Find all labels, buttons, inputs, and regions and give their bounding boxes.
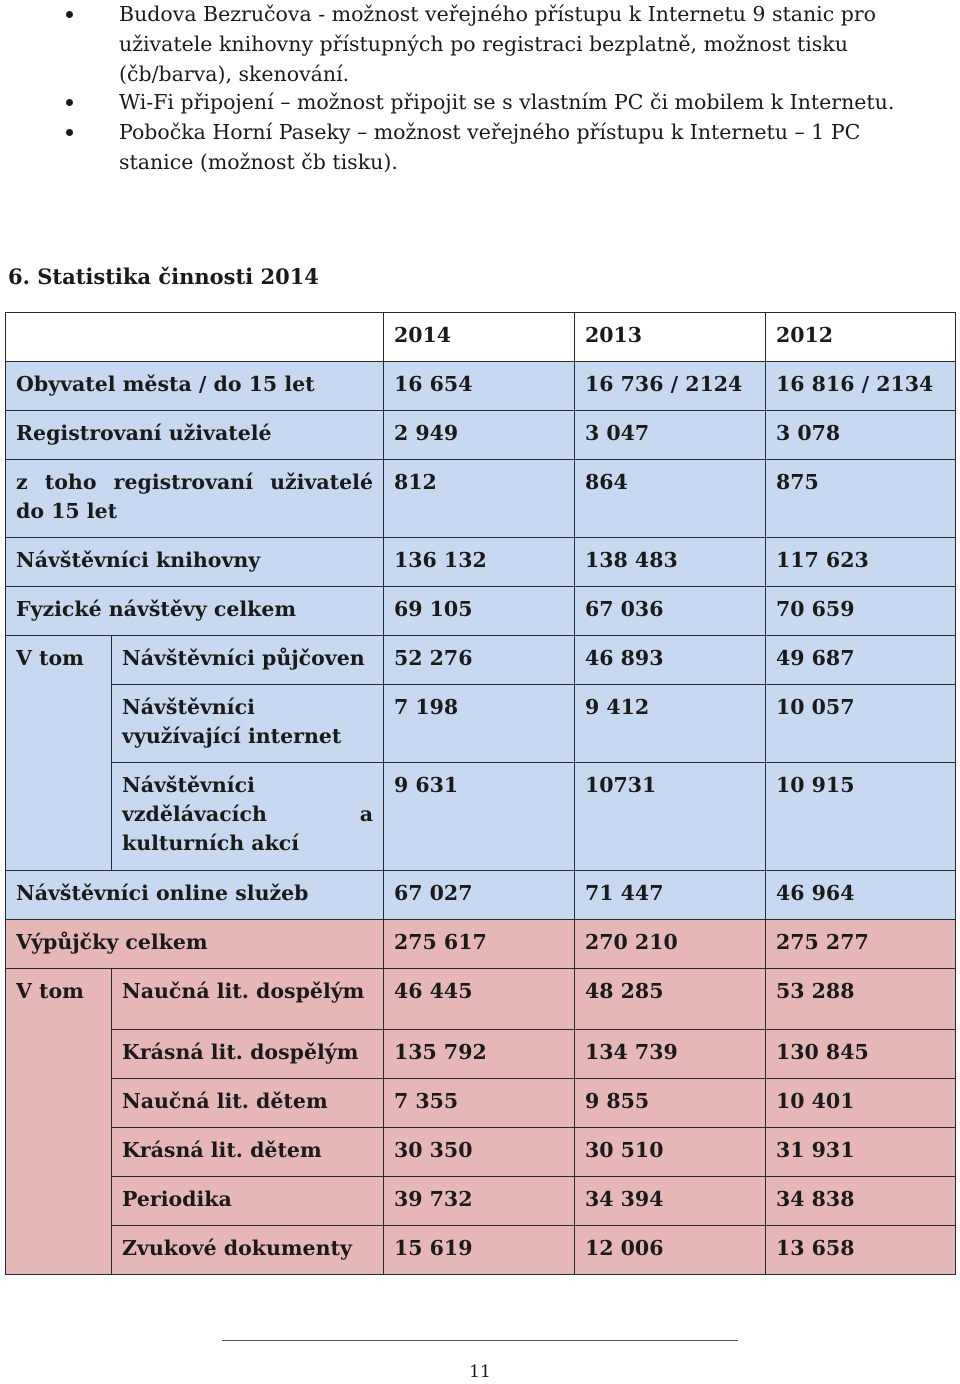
table-row bbox=[6, 1079, 956, 1128]
table-row bbox=[6, 538, 956, 587]
bullet-text: Pobočka Horní Paseky – možnost veřejného přístupu k Internetu – 1 PC stanice (možnost čb tisku). bbox=[119, 120, 861, 174]
cell-value: 30 350 bbox=[384, 1128, 575, 1177]
cell-value: 812 bbox=[384, 460, 575, 538]
cell-value: 135 792 bbox=[384, 1030, 575, 1079]
table-row bbox=[6, 411, 956, 460]
cell-value: 46 445 bbox=[384, 969, 575, 1030]
bullet-item-wifi bbox=[0, 87, 914, 117]
cell-value: 30 510 bbox=[575, 1128, 766, 1177]
group-label: V tom bbox=[6, 969, 112, 1275]
header-row bbox=[6, 313, 956, 362]
row-label: Krásná lit. dětem bbox=[112, 1128, 384, 1177]
bullet-item-branch bbox=[0, 117, 960, 177]
table-row bbox=[6, 969, 956, 1030]
table-row bbox=[6, 636, 956, 685]
section-heading: 6. Statistika činnosti 2014 bbox=[8, 264, 319, 289]
row-label: z toho registrovaní uživatelé do 15 let bbox=[6, 460, 384, 538]
cell-value: 13 658 bbox=[766, 1226, 956, 1275]
table-row bbox=[6, 685, 956, 763]
cell-value: 130 845 bbox=[766, 1030, 956, 1079]
row-label: Obyvatel města / do 15 let bbox=[6, 362, 384, 411]
table-row bbox=[6, 871, 956, 920]
row-label: Naučná lit. dětem bbox=[112, 1079, 384, 1128]
table-row bbox=[6, 587, 956, 636]
cell-value: 134 739 bbox=[575, 1030, 766, 1079]
row-label bbox=[112, 763, 384, 871]
cell-value: 53 288 bbox=[766, 969, 956, 1030]
cell-value: 67 036 bbox=[575, 587, 766, 636]
cell-value: 16 736 / 2124 bbox=[575, 362, 766, 411]
cell-value: 3 078 bbox=[766, 411, 956, 460]
row-label: Naučná lit. dospělým bbox=[112, 969, 384, 1030]
cell-value: 117 623 bbox=[766, 538, 956, 587]
year-header: 2012 bbox=[766, 313, 956, 362]
cell-value: 31 931 bbox=[766, 1128, 956, 1177]
row-label: Fyzické návštěvy celkem bbox=[6, 587, 384, 636]
row-label: Krásná lit. dospělým bbox=[112, 1030, 384, 1079]
cell-value: 9 855 bbox=[575, 1079, 766, 1128]
bullet-item-building bbox=[0, 0, 960, 89]
cell-value: 16 654 bbox=[384, 362, 575, 411]
table-row bbox=[6, 763, 956, 871]
table-row bbox=[6, 460, 956, 538]
cell-value: 52 276 bbox=[384, 636, 575, 685]
cell-value: 7 355 bbox=[384, 1079, 575, 1128]
cell-value: 7 198 bbox=[384, 685, 575, 763]
cell-value: 15 619 bbox=[384, 1226, 575, 1275]
row-label: Zvukové dokumenty bbox=[112, 1226, 384, 1275]
cell-value: 275 277 bbox=[766, 920, 956, 969]
bullet-icon bbox=[66, 99, 73, 106]
label-line bbox=[122, 800, 373, 829]
table-row bbox=[6, 1030, 956, 1079]
cell-value: 16 816 / 2134 bbox=[766, 362, 956, 411]
row-label: Návštěvníci využívající internet bbox=[112, 685, 384, 763]
cell-value: 875 bbox=[766, 460, 956, 538]
cell-value: 138 483 bbox=[575, 538, 766, 587]
label-word: a bbox=[359, 802, 373, 826]
cell-value: 49 687 bbox=[766, 636, 956, 685]
cell-value: 34 394 bbox=[575, 1177, 766, 1226]
page-number: 11 bbox=[469, 1362, 491, 1382]
cell-value: 12 006 bbox=[575, 1226, 766, 1275]
cell-value: 67 027 bbox=[384, 871, 575, 920]
cell-value: 275 617 bbox=[384, 920, 575, 969]
row-label: Návštěvníci knihovny bbox=[6, 538, 384, 587]
cell-value: 10 057 bbox=[766, 685, 956, 763]
bullet-text: Budova Bezručova - možnost veřejného přístupu k Internetu 9 stanic pro uživatele knihovny přístupných po registraci bezplatně, možnost tisku (čb/barva), skenování. bbox=[119, 2, 876, 86]
label-line: Návštěvníci bbox=[122, 773, 255, 797]
row-label: Výpůjčky celkem bbox=[6, 920, 384, 969]
year-header: 2013 bbox=[575, 313, 766, 362]
cell-value: 34 838 bbox=[766, 1177, 956, 1226]
cell-value: 2 949 bbox=[384, 411, 575, 460]
row-label: Návštěvníci online služeb bbox=[6, 871, 384, 920]
cell-value: 3 047 bbox=[575, 411, 766, 460]
cell-value: 270 210 bbox=[575, 920, 766, 969]
cell-value: 864 bbox=[575, 460, 766, 538]
row-label: Periodika bbox=[112, 1177, 384, 1226]
cell-value: 70 659 bbox=[766, 587, 956, 636]
cell-value: 46 893 bbox=[575, 636, 766, 685]
cell-value: 9 631 bbox=[384, 763, 575, 871]
footer-divider bbox=[222, 1340, 738, 1341]
row-label: Registrovaní uživatelé bbox=[6, 411, 384, 460]
year-header: 2014 bbox=[384, 313, 575, 362]
label-line: kulturních akcí bbox=[122, 831, 300, 855]
bullet-icon bbox=[66, 11, 73, 18]
cell-value: 136 132 bbox=[384, 538, 575, 587]
cell-value: 39 732 bbox=[384, 1177, 575, 1226]
table-row bbox=[6, 1226, 956, 1275]
cell-value: 10 915 bbox=[766, 763, 956, 871]
header-empty-cell bbox=[6, 313, 384, 362]
table-row bbox=[6, 1128, 956, 1177]
group-label: V tom bbox=[6, 636, 112, 871]
table-row bbox=[6, 362, 956, 411]
cell-value: 9 412 bbox=[575, 685, 766, 763]
label-word: vzdělávacích bbox=[122, 802, 267, 826]
statistics-table bbox=[5, 312, 956, 1275]
cell-value: 48 285 bbox=[575, 969, 766, 1030]
bullet-text: Wi-Fi připojení – možnost připojit se s vlastním PC či mobilem k Internetu. bbox=[119, 90, 895, 114]
bullet-icon bbox=[66, 129, 73, 136]
cell-value: 46 964 bbox=[766, 871, 956, 920]
cell-value: 69 105 bbox=[384, 587, 575, 636]
table-row bbox=[6, 1177, 956, 1226]
cell-value: 71 447 bbox=[575, 871, 766, 920]
row-label: Návštěvníci půjčoven bbox=[112, 636, 384, 685]
cell-value: 10731 bbox=[575, 763, 766, 871]
cell-value: 10 401 bbox=[766, 1079, 956, 1128]
table-row bbox=[6, 920, 956, 969]
